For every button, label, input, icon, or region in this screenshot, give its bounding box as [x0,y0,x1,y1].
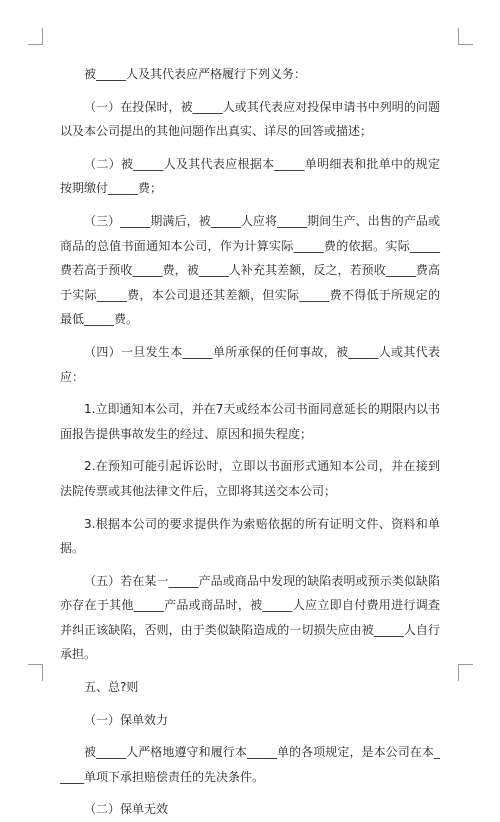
clause-3: （三）_____期满后，被_____人应将_____期间生产、出售的产品或商品的总值书面通知本公司，作为计算实际_____费的依据。实际_____费若高于预收_____费，被_____人补充其差额，反之，若预收_____费高于实际_____费，本公司退还其差额，但实际_____费不得低于所规定的最低_____费。 [60,213,440,327]
clause-4: （四）一旦发生本_____单所承保的任何事故，被_____人或其代表应： [60,344,440,384]
section-heading-general: 五、总?则 [84,680,139,695]
crop-mark-top-right [458,28,473,45]
clause-2: （二）被_____人及其代表应根据本_____单明细表和批单中的规定按期缴付_____费； [60,156,440,196]
clause-4-item-2: 2.在预知可能引起诉讼时，立即以书面形式通知本公司，并在接到法院传票或其他法律文件后，立即将其送交本公司； [60,459,440,498]
document-body [60,62,440,822]
clause-5: （五）若在某一_____产品或商品中发现的缺陷表明或预示类似缺陷亦存在于其他_____产品或商品时，被_____人应立即自付费用进行调查并纠正该缺陷，否则，由于类似缺陷造成的一切损失应由被_____人自行承担。 [60,573,440,662]
policy-effect-text: 被_____人严格地遵守和履行本_____单的各项规定，是本公司在本_____单项下承担赔偿责任的先决条件。 [60,745,440,784]
crop-mark-bottom-right [458,664,473,681]
crop-mark-bottom-left [28,664,43,681]
clause-4-item-1: 1.立即通知本公司，并在7天或经本公司书面同意延长的期限内以书面报告提供事故发生的经过、原因和损失程度； [60,402,440,441]
subheading-policy-effect: （一）保单效力 [84,712,169,727]
crop-mark-top-left [28,28,43,45]
subheading-policy-invalid: （二）保单无效 [84,802,169,817]
clause-4-item-3: 3.根据本公司的要求提供作为索赔依据的所有证明文件、资料和单据。 [60,516,440,556]
obligations-intro: 被_____人及其代表应严格履行下列义务： [84,67,307,81]
clause-1: （一）在投保时，被_____人或其代表应对投保申请书中列明的问题以及本公司提出的其他问题作出真实、详尽的回答或描述； [60,99,440,139]
